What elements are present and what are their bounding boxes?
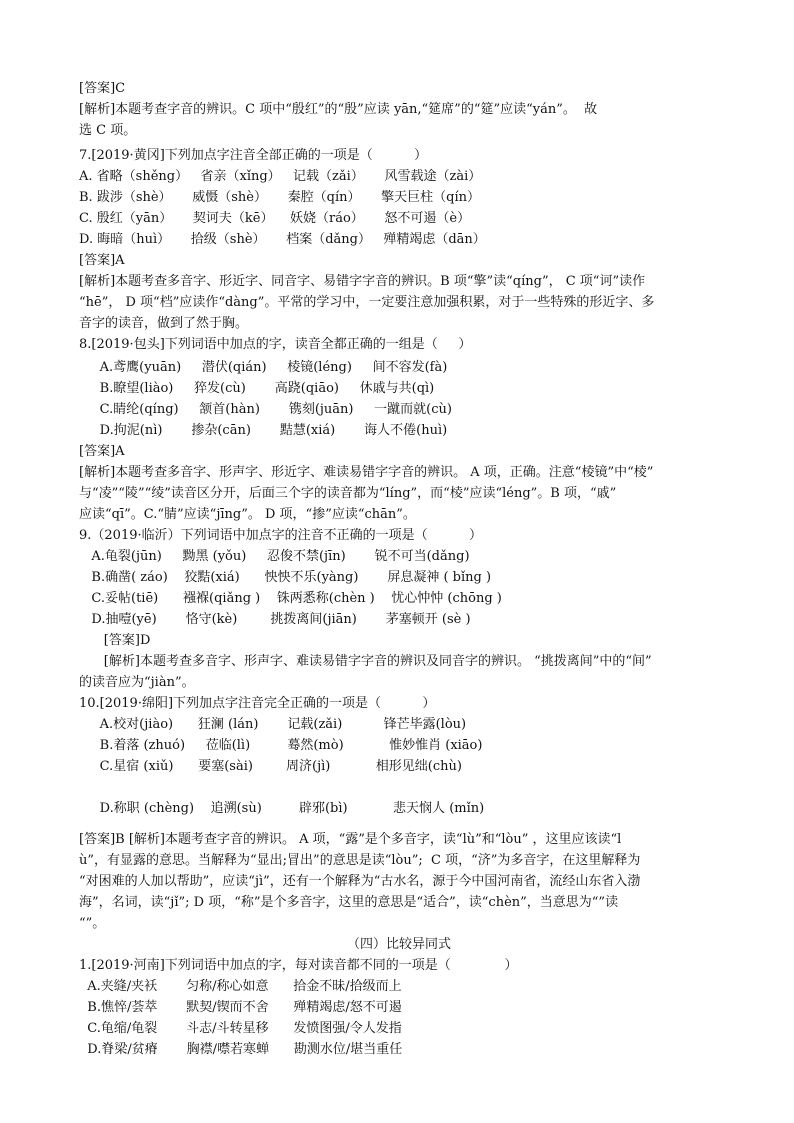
text-line: B.确凿( záo) 狡黠(xiá) 怏怏不乐(yàng) 屏息凝神 ( bǐng )	[79, 570, 492, 585]
text-block	[79, 546, 719, 630]
text-block	[79, 334, 719, 355]
text-line: 音字的读音，做到了然于胸。	[79, 316, 249, 331]
text-line: [解析]本题考查多音字、形近字、同音字、易错字字音的辨识。B 项“擎”读“qíng”， C 项“诃”读作	[79, 274, 646, 289]
text-block	[79, 714, 719, 819]
text-line: C.睛纶(qíng) 颔首(hàn) 镌刻(juān) 一蹴而就(cù)	[79, 402, 452, 417]
text-block	[79, 271, 719, 334]
document-page	[79, 78, 719, 1060]
text-line: 10.[2019·绵阳]下列加点字注音完全正确的一项是（ ）	[79, 696, 436, 711]
text-line: 1.[2019·河南]下列词语中加点的字，每对读音都不同的一项是（ ）	[79, 958, 518, 973]
text-line	[79, 777, 719, 798]
text-line: [答案]A	[79, 253, 125, 268]
text-block	[79, 78, 719, 99]
text-line: 与“凌”“陵”“绫”读音区分开，后面三个字的读音都为“líng”，而“棱”应读“léng”。B 项，“戚”	[79, 486, 617, 501]
text-block	[79, 99, 719, 141]
text-line: B.憔悴/荟萃 默契/锲而不舍 殚精竭虑/怒不可遏	[79, 1000, 402, 1015]
text-block	[79, 651, 719, 693]
text-line: C.星宿 (xiǔ) 要塞(sài) 周济(jì) 相形见绌(chù)	[79, 759, 462, 774]
text-block	[79, 166, 719, 250]
text-line: [答案]D	[79, 633, 151, 648]
text-line: 应读“qī”。C.“腈”应读“jīng”。 D 项，“掺”应读“chān”。	[79, 507, 416, 522]
text-block	[79, 934, 719, 955]
text-block	[79, 441, 719, 462]
text-block	[79, 955, 719, 976]
text-line: 8.[2019·包头]下列词语中加点的字，读音全都正确的一组是（ ）	[79, 337, 472, 352]
text-line: C.妥帖(tiē) 襁褓(qiǎng ) 铢两悉称(chèn ) 忧心忡忡 (chōng )	[79, 591, 502, 606]
text-block	[79, 829, 719, 934]
text-block	[79, 145, 719, 166]
text-line: B.瞭望(liào) 猝发(cù) 高跷(qiāo) 休戚与共(qì)	[79, 381, 435, 396]
text-line: C. 殷红（yān） 契诃夫（kē） 妖娆（ráo） 怒不可遏（è）	[79, 211, 471, 226]
text-line: A.鸢鹰(yuān) 潜伏(qián) 棱镜(léng) 间不容发(fà)	[79, 360, 448, 375]
text-line: 9.（2019·临沂）下列词语中加点字的注音不正确的一项是（ ）	[79, 528, 482, 543]
text-line: [答案]B [解析]本题考查字音的辨识。 A 项，“露”是个多音字，读“lù”和“lòu” ，这里应该读“l	[79, 832, 622, 847]
text-block	[79, 462, 719, 525]
text-block	[79, 693, 719, 714]
text-line: D.拘泥(nì) 掺杂(cān) 黠慧(xiá) 诲人不倦(huì)	[79, 423, 448, 438]
text-line: [解析]本题考查字音的辨识。C 项中“殷红”的“殷”应读 yān,“筵席”的“筵”应读“yán”。 故	[79, 102, 598, 117]
text-line: B.着落 (zhuó) 莅临(lì) 蓦然(mò) 惟妙惟肖 (xiāo)	[79, 738, 483, 753]
text-line: [解析]本题考查多音字、形声字、形近字、难读易错字字音的辨识。 A 项，正确。注意“棱镜”中“棱”	[79, 465, 654, 480]
text-line: C.龟缩/龟裂 斗志/斗转星移 发愤图强/令人发指	[79, 1021, 402, 1036]
text-line: 的读音应为“jiàn”。	[79, 675, 195, 690]
text-line: A.龟裂(jūn) 黝黑 (yǒu) 忍俊不禁(jīn) 锐不可当(dǎng)	[79, 549, 470, 564]
text-line: 7.[2019·黄冈]下列加点字注音全部正确的一项是（ ）	[79, 148, 428, 163]
text-line: 选 C 项。	[79, 123, 137, 138]
text-line: [答案]A	[79, 444, 125, 459]
text-line: ù”，有显露的意思。当解释为“显出;冒出”的意思是读“lòu”; C 项，“济”为多音字，在这里解释为	[79, 853, 641, 868]
text-line: （四）比较异同式	[346, 937, 451, 952]
text-line: D.称职 (chèng) 追溯(sù) 辟邪(bì) 悲天悯人 (mǐn)	[79, 801, 485, 816]
text-line: “对困难的人加以帮助”，应读“jì”，还有一个解释为“古水名，源于今中国河南省，流经山东省入渤	[79, 874, 641, 889]
text-line: D. 晦暗（huì） 拾级（shè） 档案（dǎng） 殚精竭虑（dān）	[79, 232, 486, 247]
text-line: A. 省略（shěng） 省亲（xǐng） 记载（zǎi） 风雪载途（zài）	[79, 169, 482, 184]
text-line: “”。	[79, 916, 106, 931]
text-block	[79, 525, 719, 546]
text-line: 海”，名词，读“jǐ”; D 项，“称”是个多音字，这里的意思是“适合”，读“chèn”，当意思为“”读	[79, 895, 619, 910]
text-block	[79, 630, 719, 651]
text-line: A.夹缝/夹袄 匀称/称心如意 拾金不昧/拾级而上	[79, 979, 402, 994]
text-block	[79, 250, 719, 271]
text-line: D.脊梁/贫瘠 胸襟/噤若寒蝉 勘测水位/堪当重任	[79, 1042, 403, 1057]
text-line: D.抽噎(yē) 恪守(kè) 挑拨离间(jiān) 茅塞顿开 (sè )	[79, 612, 471, 627]
text-line: B. 跋涉（shè） 威慑（shè） 秦腔（qín） 擎天巨柱（qín）	[79, 190, 480, 205]
text-line: [解析]本题考查多音字、形声字、难读易错字字音的辨识及同音字的辨识。 “挑拨离间”中的“间”	[79, 654, 652, 669]
text-block	[79, 976, 719, 1060]
text-line: [答案]C	[79, 81, 126, 96]
text-block	[79, 357, 719, 441]
text-line: “hē”， D 项“档”应读作“dàng”。平常的学习中，一定要注意加强积累，对于一些特殊的形近字、多	[79, 295, 655, 310]
text-line: A.校对(jiào) 狂澜 (lán) 记载(zǎi) 锋芒毕露(lòu)	[79, 717, 467, 732]
